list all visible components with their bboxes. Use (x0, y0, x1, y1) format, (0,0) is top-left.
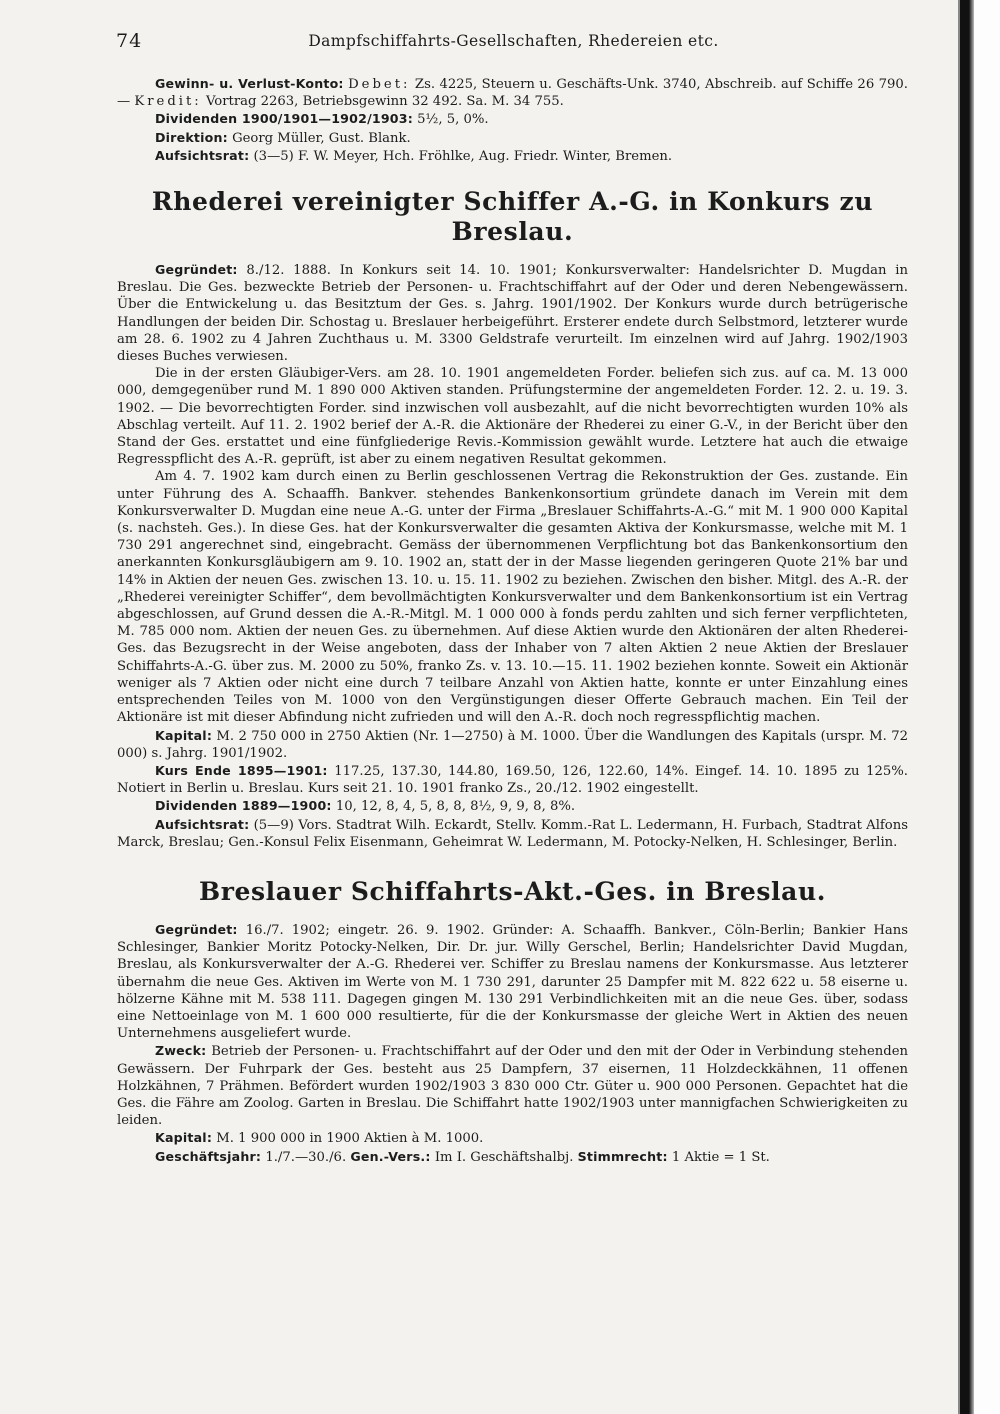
scan-gutter (960, 0, 1000, 1414)
rhederei-gegruendet-text: 8./12. 1888. In Konkurs seit 14. 10. 1901; Konkursverwalter: Handelsrichter D. Mugdan in Breslau. Die Ges. bezweckte Betrieb der Personen- u. Frachtschiffahrt auf der Oder und deren Nebengewässern. Über die Entwickelung u. das Besitztum der Ges. s. Jahrg. 1901/1902. Der Konkurs wurde durch betrügerische Handlungen der beiden Dir. Schostag u. Breslauer herbeigeführt. Ersterer endete durch Selbstmord, letzterer wurde am 28. 6. 1902 zu 4 Jahren Zuchthaus u. M. 3300 Geldstrafe verurteilt. Im einzelnen wird auf Jahrg. 1902/1903 dieses Buches verwiesen. (117, 263, 908, 365)
rhederei-aufsichtsrat-paragraph (117, 816, 908, 851)
direktion-paragraph (117, 129, 908, 147)
debet-word: Debet: (348, 77, 411, 92)
rhederei-paragraph-3: Am 4. 7. 1902 kam durch einen zu Berlin geschlossenen Vertrag die Rekonstruktion der Ges. zustande. Ein unter Führung des A. Schaaffh. Bankver. stehendes Bankenkonsortium gründete danach im Verein mit dem Konkursverwalter D. Mugdan eine neue A.-G. unter der Firma „Breslauer Schiffahrts-A.-G.“ mit M. 1 900 000 Kapital (s. nachsteh. Ges.). In diese Ges. hat der Konkursverwalter die gesamten Aktiva der Konkursmasse, welche mit M. 1 730 291 angerechnet sind, eingebracht. Gemäss der übernommenen Verpflichtung bot das Bankenkonsortium den anerkannten Konkursgläubigern am 9. 10. 1902 an, statt der in der Masse liegenden geringeren Quote 21% bar und 14% in Aktien der neuen Ges. zwischen 13. 10. u. 15. 11. 1902 zu beziehen. Zwischen den bisher. Mitgl. des A.-R. der „Rhederei vereinigter Schiffer“, dem bevollmächtigten Konkursverwalter und dem Bankenkonsortium ist ein Vertrag abgeschlossen, auf Grund dessen die A.-R.-Mitgl. M. 1 000 000 à fonds perdu zahlten und sich ferner verpflichteten, M. 785 000 nom. Aktien der neuen Ges. zu übernehmen. Auf diese Aktien wurde den Aktionären der alten Rhederei-Ges. das Bezugsrecht in der Weise angeboten, dass der Inhaber von 7 alten Aktien 2 neue Aktien der Breslauer Schiffahrts-A.-G. über zus. M. 2000 zu 50%, franko Zs. v. 13. 10.—15. 11. 1902 beziehen konnte. Soweit ein Aktionär weniger als 7 Aktien oder nicht eine durch 7 teilbare Anzahl von Aktien hatte, konnte er unter Einzahlung eines entsprechenden Teiles von M. 1000 von den Vergünstigungen dieser Offerte Gebrauch machen. Ein Teil der Aktionäre ist mit dieser Abfindung nicht zufrieden und will den A.-R. doch noch regresspflichtig machen. (117, 469, 908, 726)
rhederei-gegruendet-label: Gegründet: (155, 262, 238, 278)
rhederei-dividenden-label: Dividenden 1889—1900: (155, 798, 332, 814)
rhederei-kapital-paragraph (117, 727, 908, 762)
rhederei-kurs-text: 117.25, 137.30, 144.80, 169.50, 126, 122.60, 14%. Eingef. 14. 10. 1895 zu 125%. Notiert in Berlin u. Breslau. Kurs seit 21. 10. 1901 franko Zs., 20./12. 1902 eingestellt. (117, 763, 909, 797)
breslauer-gegruendet-label: Gegründet: (155, 921, 238, 937)
scan-edge-shadow (960, 0, 974, 1414)
direktion-label: Direktion: (155, 129, 228, 145)
breslauer-zweck-paragraph (117, 1042, 908, 1129)
debet-text: Zs. 4225, Steuern u. Geschäfts-Unk. 3740, Abschreib. auf Schiffe 26 790. — (117, 77, 908, 110)
breslauer-zweck-text: Betrieb der Personen- u. Frachtschiffahrt auf der Oder und den mit der Oder in Verbindung stehenden Gewässern. Der Fuhrpark der Ges. besteht aus 25 Dampfern, 37 eisernen, 11 Holzdeckkähnen, 11 offenen Holzkähnen, 7 Prähmen. Befördert wurden 1902/1903 3 830 000 Ctr. Güter u. 900 000 Personen. Gepachtet hat die Ges. die Fähre am Zoolog. Garten in Breslau. Die Schiffahrt hatte 1902/1903 unter mannigfachen Schwierigkeiten zu leiden. (117, 1044, 908, 1129)
previous-company-entry (117, 75, 908, 165)
breslauer-gegruendet-text: 16./7. 1902; eingetr. 26. 9. 1902. Gründer: A. Schaaffh. Bankver., Cöln-Berlin; Bankier Hans Schlesinger, Bankier Moritz Potocky-Nelken, Dir. Dr. jur. Willy Gerschel, Berlin; Handelsrichter David Mugdan, Breslau, als Konkursverwalter der A.-G. Rhederei ver. Schiffer zu Breslau namens der Konkursmasse. Aus letzterer übernahm die neue Ges. Aktiven im Werte von M. 1 730 291, darunter 25 Dampfer mit M. 822 622 u. 58 eiserne u. hölzerne Kähne mit M. 538 111. Dagegen gingen M. 130 291 Verbindlichkeiten mit an die neue Ges. über, sodass eine Nettoeinlage von M. 1 600 000 resultierte, für die der Konkursmasse der gleiche Wert in Aktien des neuen Unternehmens ausgeliefert wurde. (117, 922, 908, 1042)
breslauer-geschaeftsjahr-text: 1./7.—30./6. (265, 1149, 347, 1165)
breslauer-kapital-paragraph (117, 1129, 908, 1147)
rhederei-title: Rhederei vereinigter Schiffer A.-G. in Konkurs zu Breslau. (151, 187, 874, 247)
direktion-text: Georg Müller, Gust. Blank. (232, 130, 411, 146)
rhederei-kapital-label: Kapital: (155, 727, 213, 743)
breslauer-entry (117, 921, 908, 1166)
gewinn-verlust-paragraph (117, 75, 908, 110)
breslauer-stimmrecht-text: 1 Aktie = 1 St. (671, 1149, 770, 1165)
dividenden-label: Dividenden 1900/1901—1902/1903: (155, 111, 413, 127)
rhederei-kurs-label: Kurs Ende 1895—1901: (155, 762, 328, 778)
page-number: 74 (116, 30, 143, 52)
rhederei-paragraph-2: Die in der ersten Gläubiger-Vers. am 28. 10. 1901 angemeldeten Forder. beliefen sich zus. auf ca. M. 13 000 000, demgegenüber rund M. 1 890 000 Aktiven standen. Prüfungstermine der angemeldeten Forder. 12. 2. u. 19. 3. 1902. — Die bevorrechtigten Forder. sind inzwischen voll ausbezahlt, auf die nicht bevorrechtigten wurden 10% als Abschlag verteilt. Auf 11. 2. 1902 berief der A.-R. die Aktionäre der Rhederei zu einer G.-V., in der Bericht über den Stand der Ges. erstattet und eine fünfgliederige Revis.-Kommission gewählt wurde. Letztere hat auch die etwaige Regresspflicht des A.-R. geprüft, ist aber zu einem negativen Resultat gekommen. (117, 366, 908, 468)
aufsichtsrat-paragraph (117, 147, 908, 165)
rhederei-kapital-text: M. 2 750 000 in 2750 Aktien (Nr. 1—2750) à M. 1000. Über die Wandlungen des Kapitals (urspr. M. 72 000) s. Jahrg. 1901/1902. (117, 728, 908, 761)
gewinn-verlust-label: Gewinn- u. Verlust-Konto: (155, 76, 344, 91)
rhederei-aufsichtsrat-label: Aufsichtsrat: (155, 816, 250, 832)
breslauer-genvers-text: Im I. Geschäftshalbj. (434, 1149, 574, 1165)
breslauer-meta-paragraph (117, 1148, 908, 1166)
rhederei-gegruendet-paragraph (117, 261, 908, 365)
breslauer-title: Breslauer Schiffahrts-Akt.-Ges. in Breslau. (198, 876, 827, 906)
aufsichtsrat-label: Aufsichtsrat: (155, 147, 250, 163)
breslauer-kapital-label: Kapital: (155, 1130, 213, 1146)
breslauer-genvers-label: Gen.-Vers.: (350, 1148, 431, 1164)
page-content (117, 75, 908, 1166)
dividenden-paragraph (117, 110, 908, 128)
aufsichtsrat-text: (3—5) F. W. Meyer, Hch. Fröhlke, Aug. Friedr. Winter, Bremen. (253, 148, 673, 164)
rhederei-dividenden-paragraph (117, 797, 908, 815)
rhederei-dividenden-text: 10, 12, 8, 4, 5, 8, 8, 8½, 9, 9, 8, 8%. (335, 799, 576, 815)
dividenden-text: 5½, 5, 0%. (417, 112, 489, 128)
breslauer-stimmrecht-label: Stimmrecht: (577, 1148, 668, 1164)
breslauer-geschaeftsjahr-label: Geschäftsjahr: (155, 1148, 262, 1164)
breslauer-kapital-text: M. 1 900 000 in 1900 Aktien à M. 1000. (216, 1131, 484, 1147)
breslauer-zweck-label: Zweck: (155, 1043, 207, 1059)
running-title: Dampfschiffahrts-Gesellschaften, Rhedereien etc. (308, 32, 719, 50)
breslauer-gegruendet-paragraph (117, 921, 908, 1042)
rhederei-aufsichtsrat-text: (5—9) Vors. Stadtrat Wilh. Eckardt, Stellv. Komm.-Rat L. Ledermann, H. Furbach, Stadtrat Alfons Marck, Breslau; Gen.-Konsul Felix Eisenmann, Geheimrat W. Ledermann, M. Potocky-Nelken, H. Schlesinger, Berlin. (117, 817, 908, 850)
rhederei-kurs-paragraph (117, 762, 908, 797)
kredit-text: Vortrag 2263, Betriebsgewinn 32 492. Sa. M. 34 755. (205, 94, 564, 110)
kredit-word: Kredit: (134, 94, 202, 110)
page-header (116, 30, 911, 54)
rhederei-entry (117, 261, 908, 851)
